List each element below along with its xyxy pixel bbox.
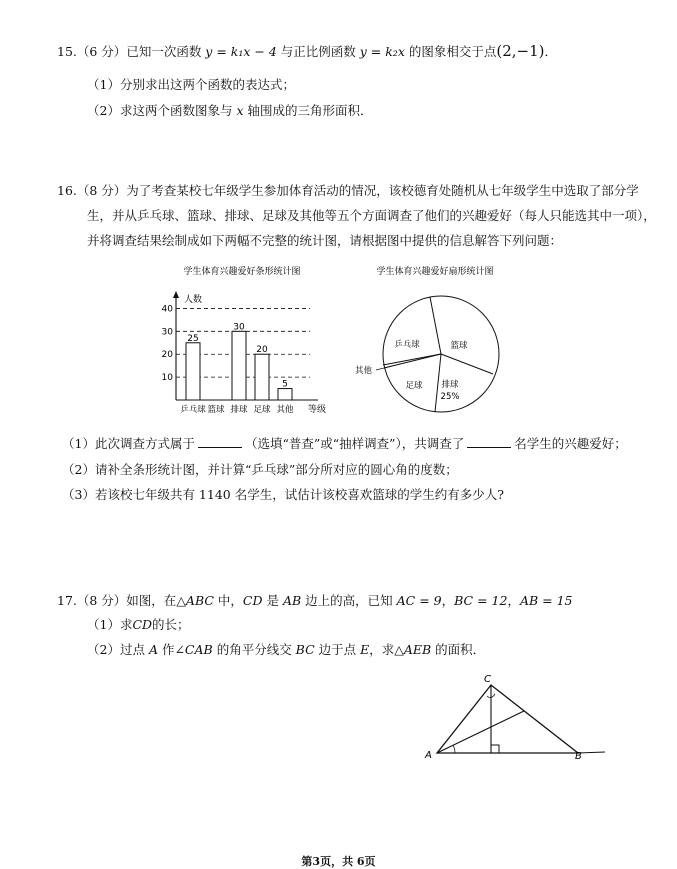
pie-label-volleyball-percent: 25%	[440, 392, 460, 402]
pie-label-football: 足球	[405, 381, 423, 391]
q15-part2: （2）求这两个函数图象与 x 轴围成的三角形面积．	[87, 103, 373, 118]
y-tick-label: 10	[161, 373, 173, 384]
q16-part3: （3）若该校七年级共有 1140 名学生，试估计该校喜欢篮球的学生约有多少人?	[62, 487, 504, 502]
pie-label-basketball: 篮球	[450, 341, 468, 351]
label-c: C	[484, 674, 491, 685]
x-tick-label: 篮球	[207, 405, 225, 415]
pie-chart	[350, 262, 520, 422]
x-tick-label: 足球	[253, 405, 271, 415]
bar	[186, 343, 200, 400]
y-tick-label: 40	[161, 304, 173, 315]
angle-mark-a	[453, 745, 455, 753]
bar-chart-xlabel: 等级	[308, 405, 327, 415]
bar	[232, 331, 246, 400]
answer-blank-1[interactable]	[198, 435, 242, 448]
right-angle-mark	[491, 745, 499, 753]
label-b: B	[575, 751, 582, 762]
b-tail-mark	[578, 752, 605, 753]
bar-value-label: 20	[256, 345, 268, 356]
bar	[255, 354, 269, 400]
y-tick-label: 30	[161, 327, 173, 338]
bar-value-label: 5	[282, 379, 288, 390]
q16-line3: 并将调查结果绘制成如下两幅不完整的统计图，请根据图中提供的信息解答下列问题：	[87, 233, 563, 248]
q17-stem: 17.（8 分）如图，在△ABC 中，CD 是 AB 边上的高，已知 AC = 9，BC = 12，AB = 15	[57, 593, 573, 608]
y-axis-arrow	[173, 291, 179, 298]
bar-value-label: 30	[233, 322, 245, 333]
pie-chart-title: 学生体育兴趣爱好扇形统计图	[376, 267, 494, 277]
bar-value-label: 25	[187, 333, 199, 344]
bar-chart-ylabel: 人数	[184, 295, 203, 305]
q15-part1: （1）分别求出这两个函数的表达式；	[87, 77, 295, 92]
y-tick-label: 20	[161, 350, 173, 361]
q17-part2: （2）过点 A 作∠CAB 的角平分线交 BC 边于点 E，求△AEB 的面积．	[87, 642, 486, 657]
q16-part1: （1）此次调查方式属于 （选填“普查”或“抽样调查”），共调查了 名学生的兴趣爱好；	[62, 436, 627, 451]
x-tick-label: 其他	[276, 405, 294, 415]
pie-label-volleyball: 排球	[441, 380, 459, 390]
bar-chart-yticks	[162, 304, 174, 383]
bar-chart-title: 学生体育兴趣爱好条形统计图	[183, 267, 301, 277]
q17-part1: （1）求CD的长；	[87, 617, 190, 632]
triangle-figure	[415, 670, 615, 770]
pie-label-pingpong: 乒乓球	[394, 340, 420, 350]
bar-chart-bars	[186, 331, 292, 400]
q16-line1: 16.（8 分）为了考查某校七年级学生参加体育活动的情况，该校德育处随机从七年级学生中选取了部分学	[57, 183, 639, 198]
bar-chart-category-labels	[180, 404, 294, 415]
label-a: A	[425, 750, 432, 761]
angle-bisector-ae	[437, 711, 524, 753]
bar-chart	[150, 262, 340, 422]
pie-label-other: 其他	[355, 366, 373, 376]
q16-part2: （2）请补全条形统计图，并计算“乒乓球”部分所对应的圆心角的度数；	[62, 462, 458, 477]
bar	[278, 389, 292, 400]
q15-stem: 15.（6 分）已知一次函数 y = k₁x − 4 与正比例函数 y = k₂x 的图象相交于点(2,−1)．	[57, 42, 558, 60]
answer-blank-2[interactable]	[467, 435, 511, 448]
x-tick-label: 排球	[230, 405, 248, 415]
x-tick-label: 乒乓球	[180, 405, 206, 415]
page-footer: 第3页，共 6页	[301, 855, 376, 868]
q16-line2: 生，并从乒乓球、篮球、排球、足球及其他等五个方面调查了他们的兴趣爱好（每人只能选其中一项），	[87, 208, 656, 223]
